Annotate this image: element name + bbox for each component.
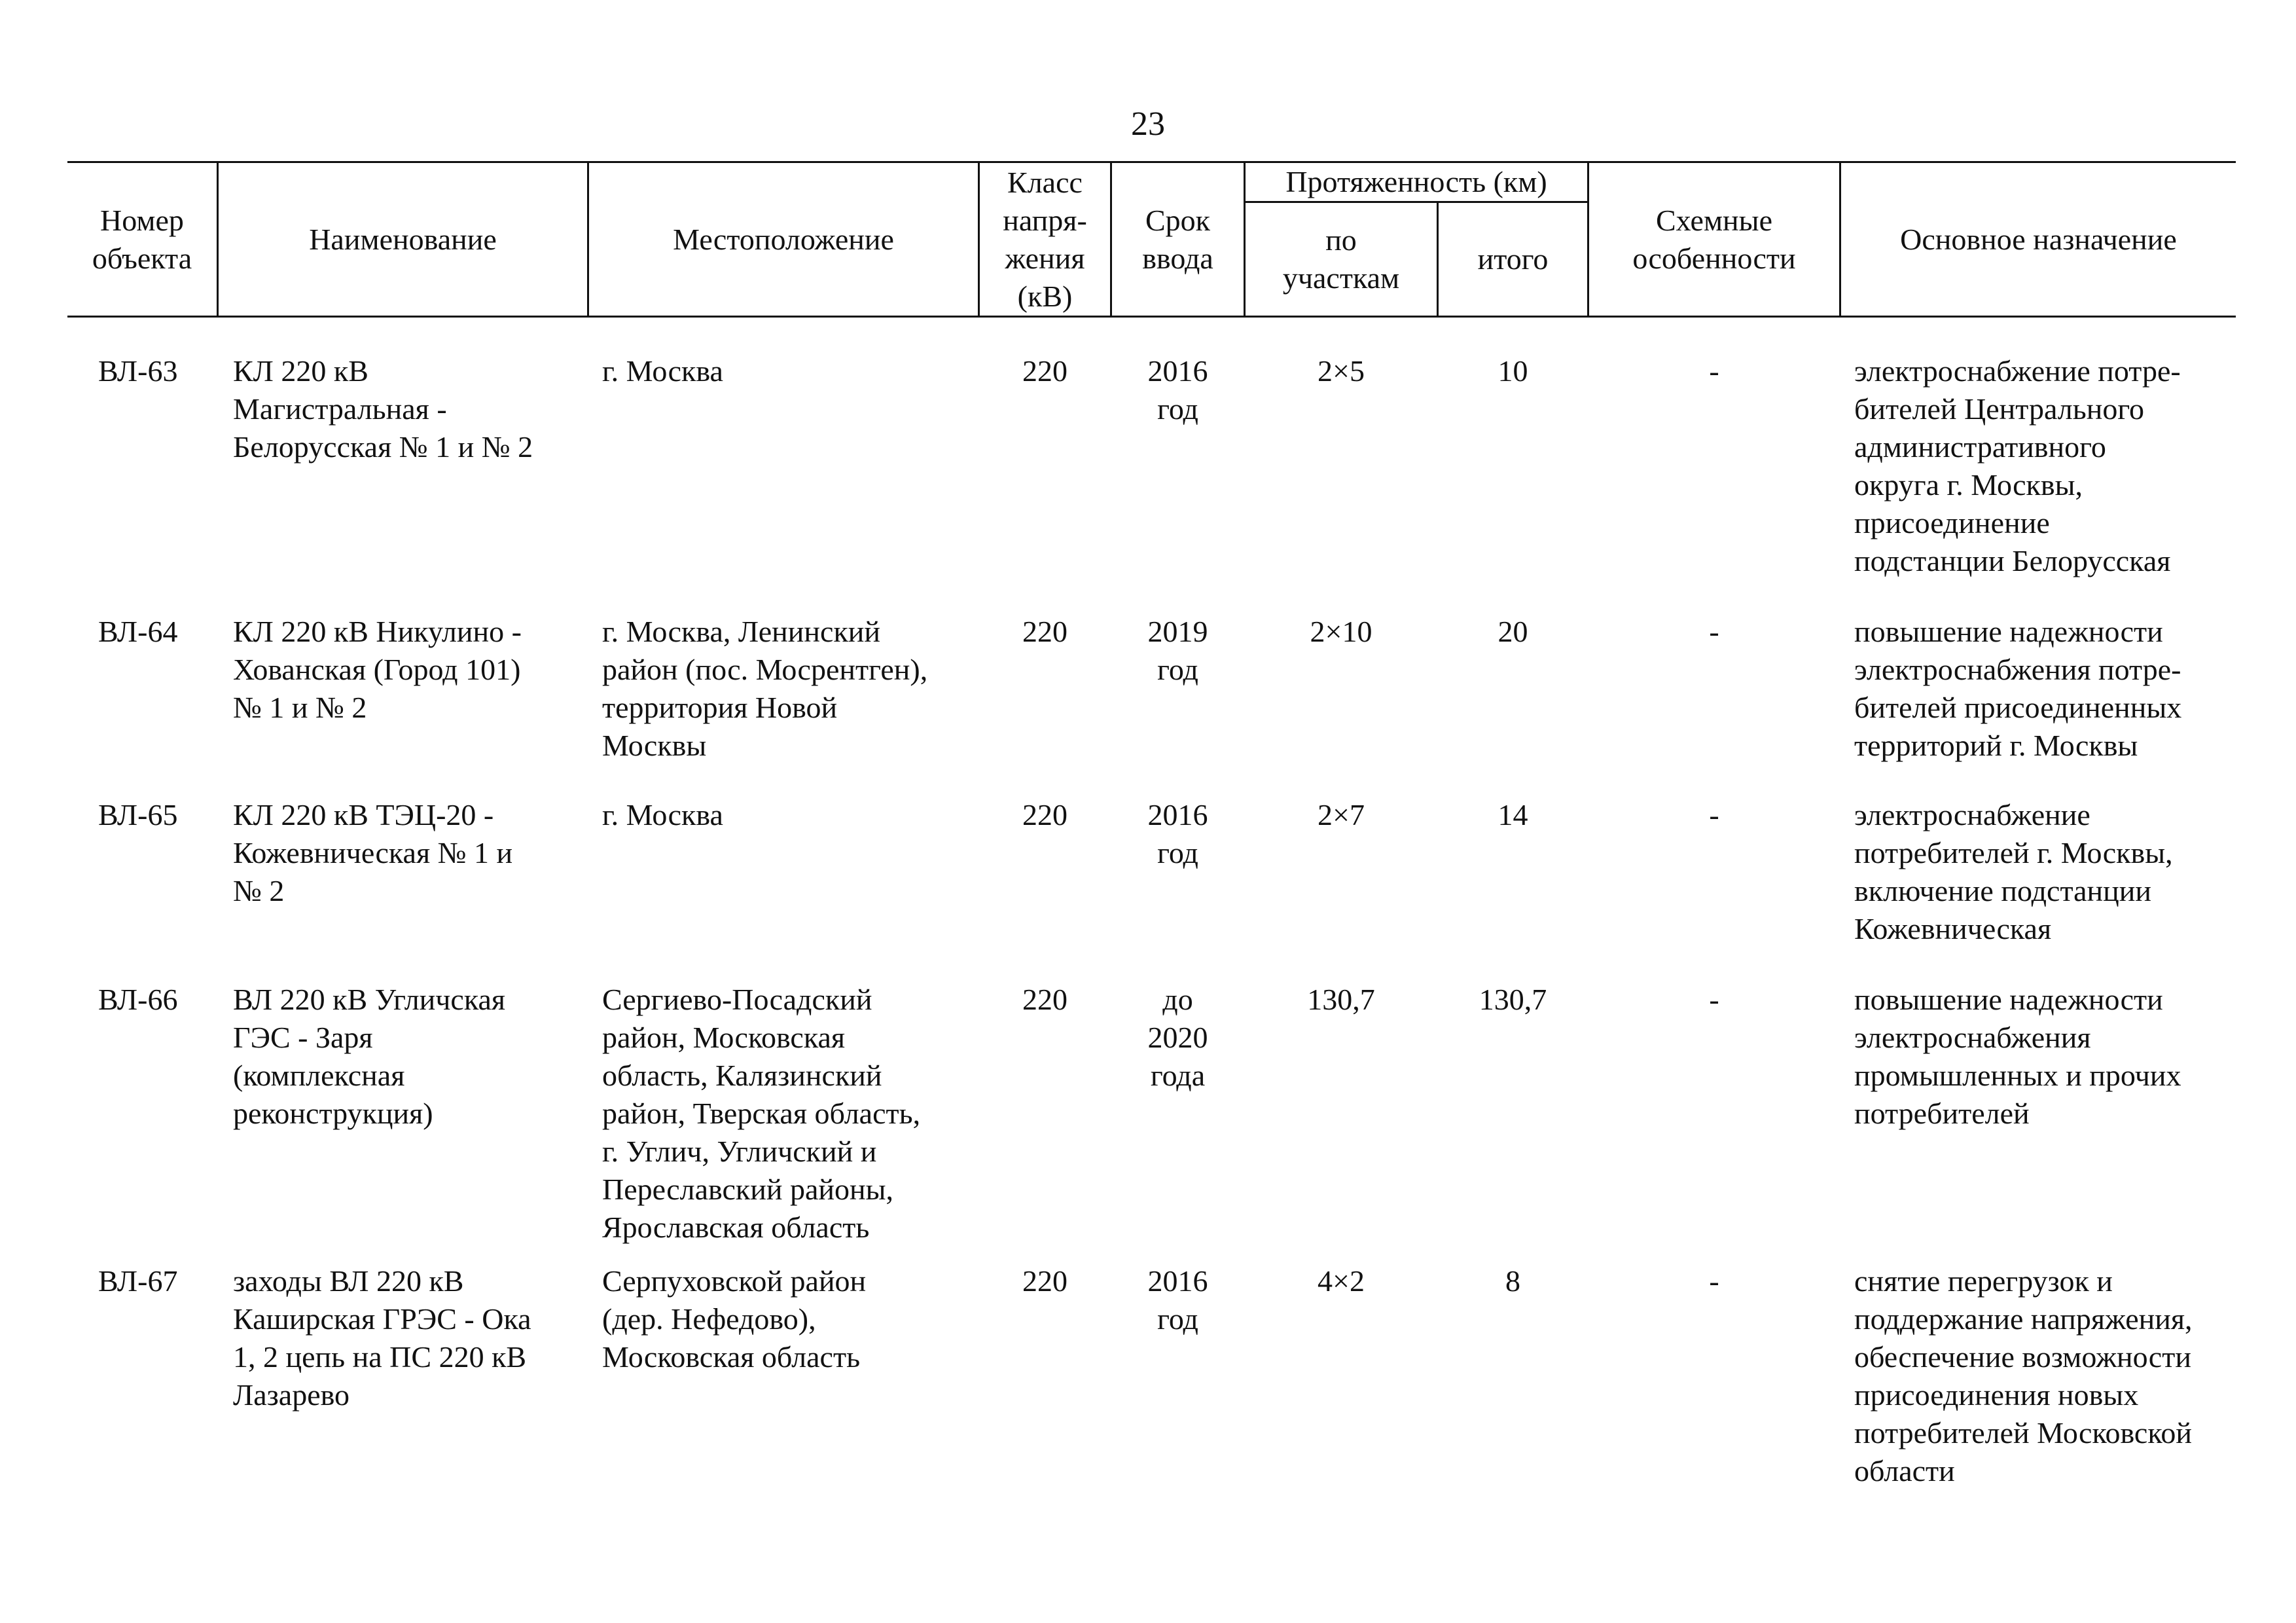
row-location: Сергиево-Посадский район, Московская область, Калязинский район, Тверская область, г. Углич, Угличский и Переславский районы, Ярославская область <box>602 983 921 1244</box>
row-length-sections: 2×10 <box>1310 615 1372 648</box>
row-scheme: - <box>1709 615 1719 648</box>
row-length-total: 14 <box>1498 798 1528 831</box>
row-name: КЛ 220 кВ ТЭЦ-20 - Кожевническая № 1 и № 2 <box>233 798 513 907</box>
row-purpose: электроснабжение потребителей г. Москвы, включение подстанции Кожевническая <box>1854 798 2173 945</box>
row-name: КЛ 220 кВ Магистральная - Белорусская № 1 и № 2 <box>233 354 533 464</box>
row-scheme: - <box>1709 1264 1719 1298</box>
row-date: 2019 год <box>1147 615 1208 686</box>
header-voltage: Класс напря- жения (кВ) <box>1003 165 1087 313</box>
row-length-total: 20 <box>1498 615 1528 648</box>
header-purpose: Основное назначение <box>1900 222 2177 256</box>
row-purpose: повышение надежности электроснабжения потре- бителей присоединенных территорий г. Москвы <box>1854 615 2182 762</box>
header-number: Номер объекта <box>92 203 192 275</box>
row-length-total: 8 <box>1505 1264 1520 1298</box>
row-length-total: 10 <box>1498 354 1528 388</box>
row-date: 2016 год <box>1147 1264 1208 1336</box>
row-purpose: электроснабжение потре- бителей Центрального административного округа г. Москвы, присоединение подстанции Белорусская <box>1854 354 2181 577</box>
row-location: Серпуховской район (дер. Нефедово), Московская область <box>602 1264 867 1374</box>
row-length-sections: 2×7 <box>1318 798 1365 831</box>
row-location: г. Москва <box>602 798 723 831</box>
header-length-total: итого <box>1477 242 1549 276</box>
header-length-group: Протяженность (км) <box>1285 165 1547 198</box>
row-scheme: - <box>1709 798 1719 831</box>
row-number: ВЛ-66 <box>98 983 178 1016</box>
row-voltage: 220 <box>1022 983 1067 1016</box>
header-scheme: Схемные особенности <box>1632 203 1796 275</box>
row-name: КЛ 220 кВ Никулино - Хованская (Город 101) № 1 и № 2 <box>233 615 522 724</box>
row-number: ВЛ-65 <box>98 798 178 831</box>
row-length-total: 130,7 <box>1479 983 1547 1016</box>
row-purpose: повышение надежности электроснабжения промышленных и прочих потребителей <box>1854 983 2181 1130</box>
row-date: до 2020 года <box>1147 983 1208 1092</box>
row-location: г. Москва, Ленинский район (пос. Мосрентген), территория Новой Москвы <box>602 615 928 762</box>
row-number: ВЛ-63 <box>98 354 178 388</box>
page-number: 23 <box>1131 105 1165 143</box>
row-voltage: 220 <box>1022 798 1067 831</box>
header-name: Наименование <box>309 222 497 256</box>
row-voltage: 220 <box>1022 1264 1067 1298</box>
row-purpose: снятие перегрузок и поддержание напряжения, обеспечение возможности присоединения новых потребителей Московской области <box>1854 1264 2193 1487</box>
row-scheme: - <box>1709 354 1719 388</box>
header-date: Срок ввода <box>1142 203 1213 275</box>
row-scheme: - <box>1709 983 1719 1016</box>
row-number: ВЛ-67 <box>98 1264 178 1298</box>
row-date: 2016 год <box>1147 798 1208 869</box>
row-location: г. Москва <box>602 354 723 388</box>
row-name: заходы ВЛ 220 кВ Каширская ГРЭС - Ока 1, 2 цепь на ПС 220 кВ Лазарево <box>233 1264 531 1412</box>
header-location: Местоположение <box>673 222 894 256</box>
table-header-bottom-rule <box>67 316 2236 318</box>
row-voltage: 220 <box>1022 354 1067 388</box>
header-length-sections: по участкам <box>1282 223 1400 295</box>
row-number: ВЛ-64 <box>98 615 178 648</box>
row-date: 2016 год <box>1147 354 1208 426</box>
row-length-sections: 2×5 <box>1318 354 1365 388</box>
row-voltage: 220 <box>1022 615 1067 648</box>
row-name: ВЛ 220 кВ Угличская ГЭС - Заря (комплексная реконструкция) <box>233 983 506 1130</box>
row-length-sections: 4×2 <box>1318 1264 1365 1298</box>
row-length-sections: 130,7 <box>1307 983 1375 1016</box>
